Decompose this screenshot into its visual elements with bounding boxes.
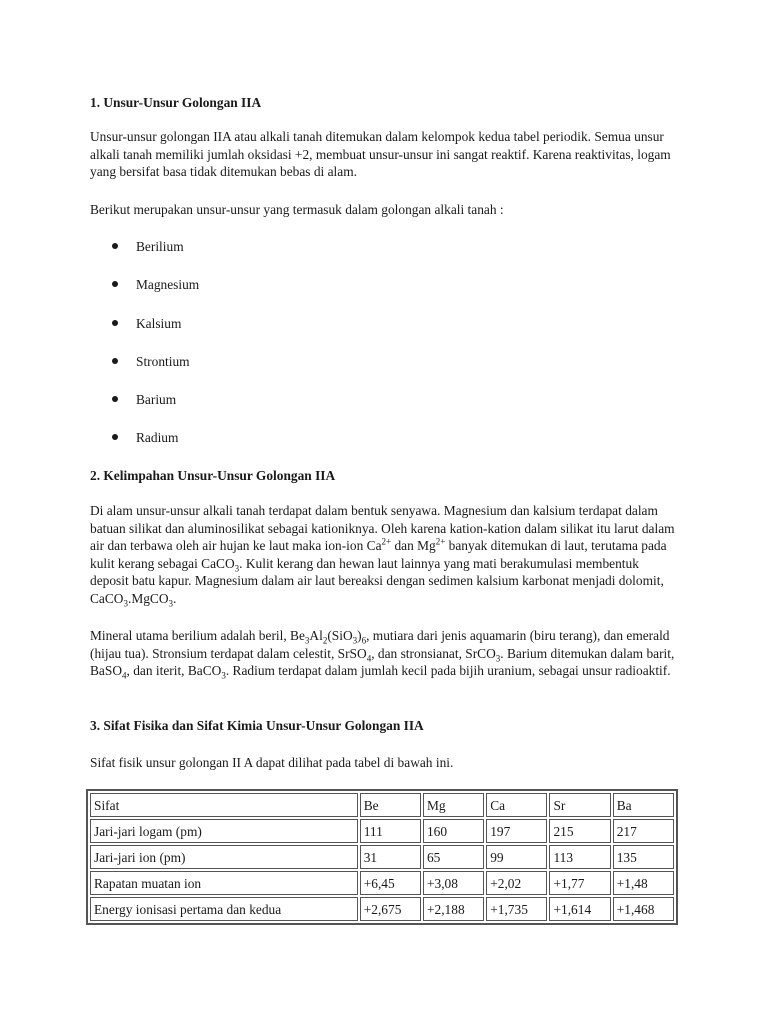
table-row [90,819,674,843]
section-1-paragraph-1: Unsur-unsur golongan IIA atau alkali tanah ditemukan dalam kelompok kedua tabel periodik. Semua unsur alkali tanah memiliki jumlah oksidasi +2, membuat unsur-unsur ini sangat reaktif. Karena reaktivitas, logam yang bersifat basa tidak ditemukan bebas di alam. [90,129,671,179]
table-cell: Energy ionisasi pertama dan kedua [90,897,358,921]
section-2-title: 2. Kelimpahan Unsur-Unsur Golongan IIA [90,468,336,483]
list-item: Kalsium [110,315,199,353]
table-cell: Sifat [90,793,358,817]
table-row [90,897,674,921]
table-cell: 113 [549,845,610,869]
table-row [90,845,674,869]
section-3-paragraph-1: Sifat fisik unsur golongan II A dapat dilihat pada tabel di bawah ini. [90,755,454,770]
list-item: Strontium [110,353,199,391]
table-row [90,871,674,895]
table-cell: +2,02 [486,871,547,895]
bullet-icon [112,434,118,440]
bullet-icon [112,281,118,287]
table-cell: Ba [613,793,674,817]
table-cell: Ca [486,793,547,817]
table-cell: 197 [486,819,547,843]
bullet-icon [112,396,118,402]
table-cell: Jari-jari logam (pm) [90,819,358,843]
section-1-paragraph-2: Berikut merupakan unsur-unsur yang termasuk dalam golongan alkali tanah : [90,202,504,217]
properties-table [86,789,678,925]
table-cell: Jari-jari ion (pm) [90,845,358,869]
table-cell: +2,188 [423,897,484,921]
bullet-icon [112,243,118,249]
table-cell: +1,48 [613,871,674,895]
section-1-title: 1. Unsur-Unsur Golongan IIA [90,95,262,110]
section-2-paragraph-1: Di alam unsur-unsur alkali tanah terdapat dalam bentuk senyawa. Magnesium dan kalsium terdapat dalam batuan silikat dan aluminosilikat sebagai kationiknya. Oleh karena kation-kation dalam silikat itu larut dalam air dan terbawa oleh air hujan ke laut maka ion-ion $Ca^{2+}$ dan $Mg^{2+}$ banyak ditemukan di laut, terutama pada kulit kerang sebagai CaCO$_3$. Kulit kerang dan hewan laut lainnya yang mati berakumulasi membentuk deposit batu kapur. Magnesium dalam air laut bereaksi dengan sedimen kalsium karbonat menjadi dolomit, CaCO$_3$.MgCO$_3$. [90,503,675,609]
table-cell: +2,675 [360,897,421,921]
table-cell: 215 [549,819,610,843]
table-cell: 99 [486,845,547,869]
table-cell: Rapatan muatan ion [90,871,358,895]
table-cell: 111 [360,819,421,843]
table-cell: +6,45 [360,871,421,895]
list-item: Berilium [110,238,199,276]
table-cell: +3,08 [423,871,484,895]
element-list [110,238,199,468]
list-item: Barium [110,391,199,429]
table-cell: 31 [360,845,421,869]
table-cell: +1,735 [486,897,547,921]
bullet-icon [112,358,118,364]
section-3-title: 3. Sifat Fisika dan Sifat Kimia Unsur-Unsur Golongan IIA [90,718,424,733]
table-cell: Mg [423,793,484,817]
list-item: Magnesium [110,276,199,314]
table-cell: +1,468 [613,897,674,921]
table-cell: +1,614 [549,897,610,921]
table-cell: 65 [423,845,484,869]
table-cell: Be [360,793,421,817]
table-cell: Sr [549,793,610,817]
bullet-icon [112,320,118,326]
table-cell: +1,77 [549,871,610,895]
table-cell: 160 [423,819,484,843]
table-cell: 217 [613,819,674,843]
table-cell: 135 [613,845,674,869]
section-2-paragraph-2: Mineral utama berilium adalah beril, $Be_3Al_2(SiO_3)_6$, mutiara dari jenis aquamarin (biru terang), dan emerald (hijau tua). Stronsium terdapat dalam celestit, SrSO$_4$, dan stronsianat, SrCO$_3$. Barium ditemukan dalam barit, BaSO$_4$, dan iterit, BaCO$_3$. Radium terdapat dalam jumlah kecil pada bijih uranium, sebagai unsur radioaktif. [90,628,675,681]
list-item: Radium [110,429,199,467]
table-header-row [90,793,674,817]
